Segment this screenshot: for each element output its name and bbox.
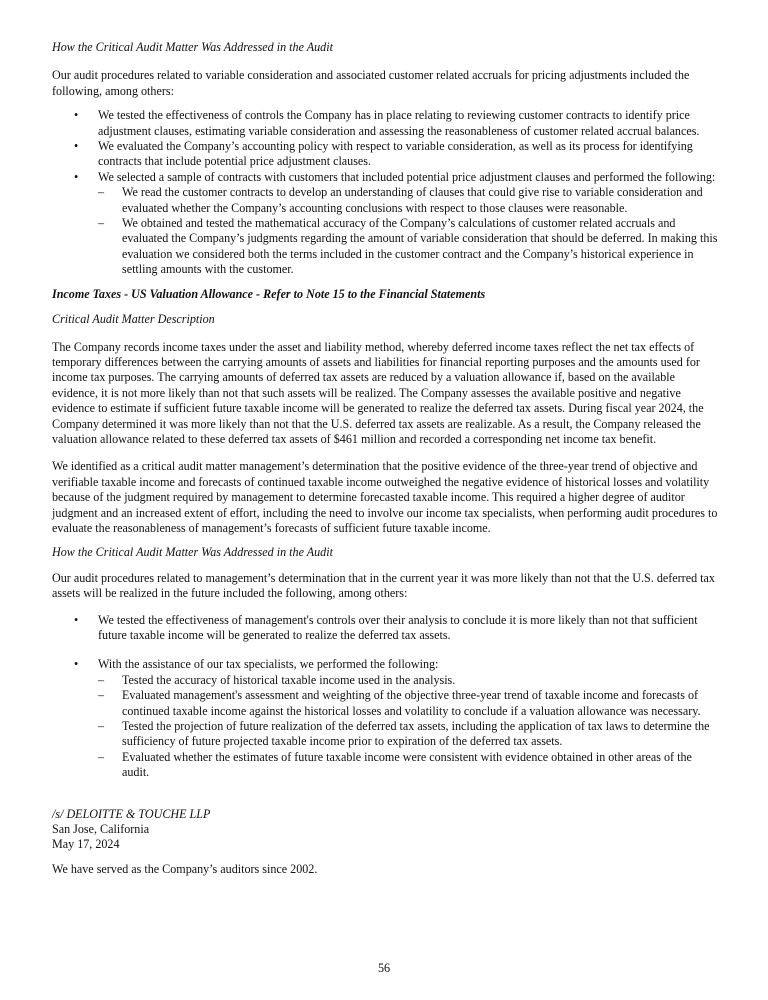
sub-list-item-text: Evaluated whether the estimates of future taxable income were consistent with evidence obtained in other areas of the audit. — [122, 749, 692, 780]
dash-icon: – — [98, 688, 105, 703]
bullet-icon: • — [74, 139, 79, 154]
dash-icon: – — [98, 216, 105, 231]
list-item-text: We evaluated the Company’s accounting policy with respect to variable consideration, as well as its process for identifying contracts that include potential price adjustment clauses. — [98, 139, 693, 169]
section-heading: How the Critical Audit Matter Was Addressed in the Audit — [52, 40, 333, 54]
sub-list-item — [98, 673, 718, 688]
page-number: 56 — [377, 961, 391, 975]
list-item-text: We selected a sample of contracts with customers that included potential price adjustment clauses and performed the following: — [98, 169, 716, 184]
sub-list-item — [98, 185, 718, 216]
bullet-icon: • — [74, 657, 79, 672]
sub-list-item-text: We read the customer contracts to develop an understanding of clauses that could give rise to variable consideration and evaluated whether the Company’s accounting conclusions with respect to those clauses were reasonable. — [122, 185, 703, 215]
sub-list-item-text: Tested the projection of future realization of the deferred tax assets, including the application of tax laws to determine the sufficiency of future projected taxable income prior to expiration of the deferred tax assets. — [122, 719, 710, 749]
signature-firm: /s/ DELOITTE & TOUCHE LLP — [52, 806, 211, 821]
bullet-icon: • — [74, 108, 79, 123]
list-item — [52, 139, 718, 170]
bullet-icon: • — [74, 612, 79, 627]
sub-list-item — [98, 750, 718, 781]
list-item-text: We tested the effectiveness of management's controls over their analysis to conclude it is more likely than not that sufficient future taxable income will be generated to realize the deferred tax assets. — [98, 612, 698, 642]
section-title: Income Taxes - US Valuation Allowance - Refer to Note 15 to the Financial Statements — [52, 286, 486, 301]
list-item-text: With the assistance of our tax specialists, we performed the following: — [98, 657, 439, 672]
paragraph: The Company records income taxes under the asset and liability method, whereby deferred income taxes reflect the net tax effects of temporary differences between the carrying amounts of assets and liabilities for financial reporting purposes and the amounts used for income tax purposes. The carrying amounts of deferred tax assets are reduced by a valuation allowance if, based on the available evidence, it is not more likely than not that such assets will be realized. The Company assesses the available positive and negative evidence to estimate if sufficient future taxable income will be generated to realize the deferred tax assets. During fiscal year 2024, the Company determined it was more likely than not that the U.S. deferred tax assets are realizable. As a result, the Company released the valuation allowance related to these deferred tax assets of $461 million and recorded a corresponding net income tax benefit. — [52, 339, 704, 446]
sub-list-item-text: We obtained and tested the mathematical accuracy of the Company’s calculations of customer related accruals and evaluated the Company’s judgments regarding the amount of variable consideration that should be deferred. In making this evaluation we considered both the terms included in the customer contract and the Company’s historical experience in settling amounts with the customer. — [122, 216, 718, 277]
list-item — [52, 108, 718, 139]
bullet-list — [52, 108, 718, 277]
paragraph: Our audit procedures related to variable consideration and associated customer related accruals for pricing adjustments included the following, among others: — [52, 68, 690, 98]
sub-list — [98, 185, 718, 277]
paragraph: We identified as a critical audit matter management’s determination that the positive evidence of the three-year trend of objective and verifiable taxable income and forecasts of continued taxable income outweighed the negative evidence of historical losses and volatility because of the judgment required by management to determine forecasted taxable income. This required a higher degree of auditor judgment and an increased extent of effort, including the need to involve our income tax specialists, when performing audit procedures to evaluate the reasonableness of management’s forecasts of sufficient future taxable income. — [52, 459, 718, 535]
dash-icon: – — [98, 749, 105, 764]
dash-icon: – — [98, 672, 105, 687]
signature-location: San Jose, California — [52, 822, 150, 837]
sub-list — [98, 673, 718, 781]
paragraph: Our audit procedures related to management’s determination that in the current year it was more likely than not that the U.S. deferred tax assets will be realized in the future included the following, among others: — [52, 570, 715, 601]
bullet-icon: • — [74, 169, 79, 184]
list-item-text: We tested the effectiveness of controls the Company has in place relating to reviewing customer contracts to identify price adjustment clauses, estimating variable consideration and assessing the reasonableness of customer related accrual balances. — [98, 108, 700, 138]
list-item — [52, 613, 718, 644]
dash-icon: – — [98, 719, 105, 734]
sub-list-item-text: Tested the accuracy of historical taxable income used in the analysis. — [122, 672, 456, 687]
bullet-list — [52, 613, 718, 781]
list-item — [52, 170, 718, 278]
dash-icon: – — [98, 185, 105, 200]
subsection-heading: Critical Audit Matter Description — [52, 312, 215, 327]
subsection-heading: How the Critical Audit Matter Was Addressed in the Audit — [52, 545, 333, 560]
sub-list-item — [98, 688, 718, 719]
signature-date: May 17, 2024 — [52, 837, 120, 852]
page-content — [52, 40, 718, 877]
sub-list-item-text: Evaluated management's assessment and weighting of the objective three-year trend of taxable income and forecasts of continued taxable income against the historical losses and volatility to conclude if a valuation allowance was necessary. — [122, 688, 701, 718]
sub-list-item — [98, 216, 718, 278]
sub-list-item — [98, 719, 718, 750]
list-item — [52, 657, 718, 780]
auditor-tenure: We have served as the Company’s auditors since 2002. — [52, 861, 318, 876]
